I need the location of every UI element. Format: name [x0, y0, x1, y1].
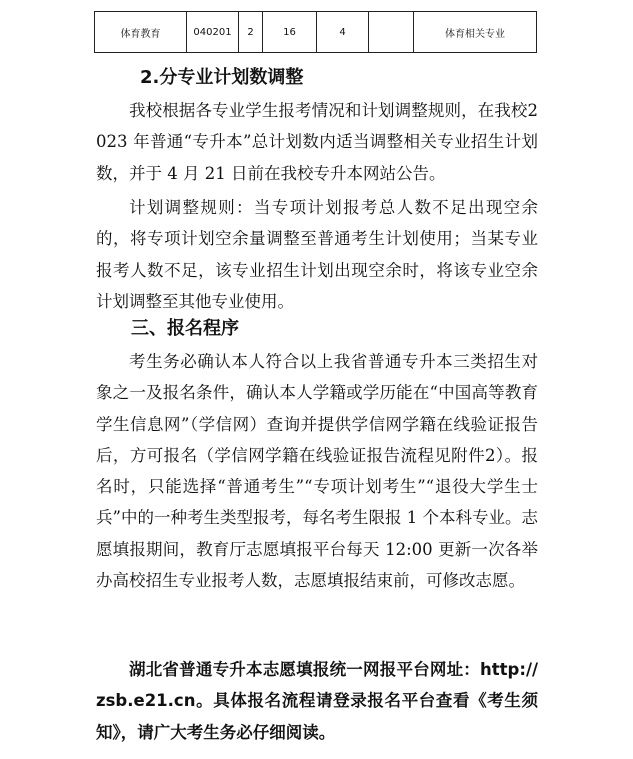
section-3-heading: 三、报名程序 — [131, 318, 239, 339]
section-2-paragraph-1: 我校根据各专业学生报考情况和计划调整规则，在我校2023 年普通“专升本”总计划数内适当调整相关专业招生计划数，并于 4 月 21 日前在我校专升本网站公告。 — [96, 101, 538, 183]
cell-col6 — [369, 12, 414, 53]
cell-col5: 4 — [317, 12, 369, 53]
major-plan-table — [94, 11, 537, 53]
cell-col3: 2 — [239, 12, 263, 53]
section-2-paragraph-2: 计划调整规则：当专项计划报考总人数不足出现空余的，将专项计划空余量调整至普通考生计划使用；当某专业报考人数不足，该专业招生计划出现空余时，将该专业空余计划调整至其他专业使用。 — [96, 198, 538, 311]
cell-related-major: 体育相关专业 — [414, 12, 537, 53]
section-3-paragraph-2-bold: 湖北省普通专升本志愿填报统一网报平台网址：http://zsb.e21.cn。具体报名流程请登录报名平台查看《考生须知》，请广大考生务必仔细阅读。 — [96, 660, 538, 742]
table-row — [95, 12, 537, 53]
cell-major-code: 040201 — [187, 12, 239, 53]
cell-major-name: 体育教育 — [95, 12, 187, 53]
section-2-heading: 2.分专业计划数调整 — [140, 67, 304, 88]
section-3-paragraph-1: 考生务必确认本人符合以上我省普通专升本三类招生对象之一及报名条件，确认本人学籍或学历能在“中国高等教育学生信息网”（学信网）查询并提供学信网学籍在线验证报告后，方可报名（学信网学籍在线验证报告流程见附件2）。报名时，只能选择“普通考生”“专项计划考生”“退役大学生士兵”中的一种考生类型报考，每名考生限报 1 个本科专业。志愿填报期间，教育厅志愿填报平台每天 12:00 更新一次各举办高校招生专业报考人数，志愿填报结束前，可修改志愿。 — [96, 352, 538, 591]
cell-col4: 16 — [263, 12, 317, 53]
